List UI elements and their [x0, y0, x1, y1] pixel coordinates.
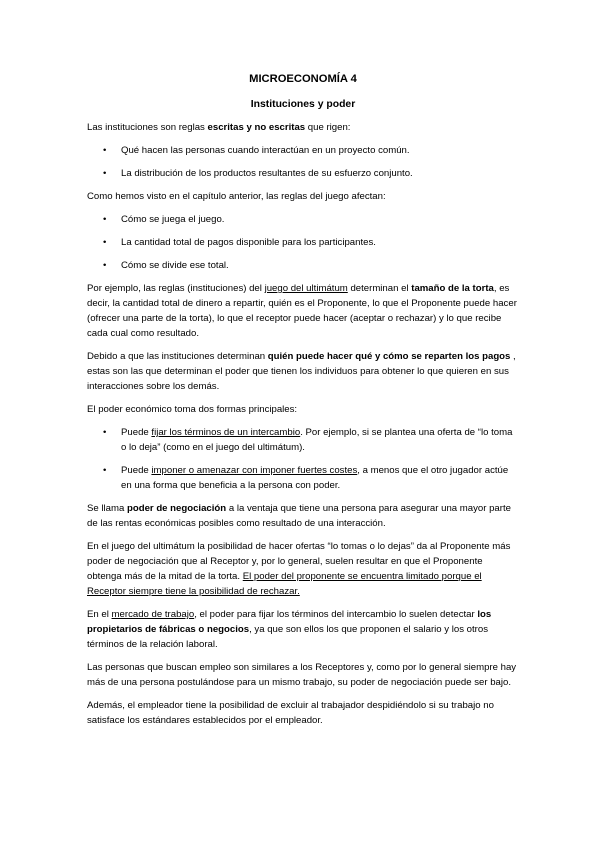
list-item — [87, 258, 519, 273]
list-item-text: Qué hacen las personas cuando interactúan en un proyecto común. — [121, 145, 410, 156]
text-segment: Puede — [121, 465, 152, 476]
list-item-text: Cómo se divide ese total. — [121, 260, 229, 271]
paragraph-mercado-trabajo — [87, 607, 519, 652]
text-segment: Se llama — [87, 503, 127, 514]
bullet-list-afectan — [87, 212, 519, 273]
text-segment: determinan el — [347, 283, 412, 294]
text-segment: , estas son las que determinan el poder que tienen los individuos para obtener lo que quieren en sus interacciones sobre los demás. — [87, 351, 516, 392]
bold-text: quién puede hacer qué y cómo se reparten los pagos — [267, 351, 511, 362]
text-segment: Debido a que las instituciones determinan — [87, 351, 268, 362]
list-item — [87, 425, 519, 455]
list-item-text: La cantidad total de pagos disponible para los participantes. — [121, 237, 376, 248]
list-item-text: La distribución de los productos resultantes de su esfuerzo conjunto. — [121, 168, 413, 179]
list-item — [87, 235, 519, 250]
list-item — [87, 143, 519, 158]
page-title: MICROECONOMÍA 4 — [249, 73, 357, 85]
paragraph-juego-ultimatum — [87, 539, 519, 599]
paragraph-buscan-empleo: Las personas que buscan empleo son similares a los Receptores y, como por lo general siempre hay más de una persona postulándose para un mismo trabajo, su poder de negociación puede ser bajo. — [87, 662, 517, 688]
underlined-text: mercado de trabajo — [111, 609, 195, 620]
underlined-text: El poder del proponente se encuentra limitado porque el Receptor siempre tiene la posibilidad de rechazar. — [87, 571, 482, 597]
list-item — [87, 463, 519, 493]
bullet-icon: • — [103, 427, 107, 438]
bullet-icon: • — [103, 168, 107, 179]
bullet-icon: • — [103, 145, 107, 156]
paragraph-ejemplo-ultimatum — [87, 281, 519, 341]
text-segment: , es decir, la cantidad total de dinero a repartir, quién es el Proponente, lo que el Proponente puede hacer (ofrecer una parte de la torta), lo que el receptor puede hacer (aceptar o rechazar) y lo que recibe cada cual como resultado. — [87, 283, 517, 339]
text-segment: Por ejemplo, las reglas (instituciones) del — [87, 283, 265, 294]
bold-text: tamaño de la torta — [411, 283, 494, 294]
underlined-text: juego del ultimátum — [264, 283, 348, 294]
text-segment: Puede — [121, 427, 152, 438]
text-segment: , el poder para fijar los términos del intercambio lo suelen detectar — [194, 609, 478, 620]
text-segment: En el — [87, 609, 112, 620]
paragraph-pagos — [87, 349, 519, 394]
text-segment: . Por ejemplo, si se plantea una oferta de “lo toma o lo deja” (como en el juego del ultimátum). — [121, 427, 513, 453]
paragraph-poder-negociacion — [87, 501, 519, 531]
text-segment: , ya que son ellos los que proponen el salario y los otros términos de la relación laboral. — [87, 624, 488, 650]
text-segment: que rigen: — [305, 122, 351, 133]
bullet-list-rigen — [87, 143, 519, 181]
bold-text: escritas y no escritas — [207, 122, 306, 133]
bullet-icon: • — [103, 465, 107, 476]
bold-text: los propietarios de fábricas o negocios — [87, 609, 492, 635]
page-subtitle: Instituciones y poder — [250, 99, 356, 110]
text-segment: , a menos que el otro jugador actúe en una forma que beneficia a la persona con poder. — [121, 465, 509, 491]
underlined-text: fijar los términos de un intercambio — [151, 427, 301, 438]
list-item-text: Cómo se juega el juego. — [121, 214, 225, 225]
list-item — [87, 212, 519, 227]
paragraph-empleador: Además, el empleador tiene la posibilidad de excluir al trabajador despidiéndolo si su trabajo no satisface los estándares establecidos por el empleador. — [87, 700, 494, 726]
paragraph-poder-economico: El poder económico toma dos formas principales: — [87, 404, 298, 415]
underlined-text: imponer o amenazar con imponer fuertes costes — [151, 465, 358, 476]
bullet-icon: • — [103, 260, 107, 271]
text-segment: En el juego del ultimátum la posibilidad de hacer ofertas “lo tomas o lo dejas” da al Proponente más poder de negociación que al Receptor y, por lo general, suelen resultar en que el Proponente obtenga más de la mitad de la torta. — [87, 541, 511, 582]
bullet-icon: • — [103, 237, 107, 248]
text-segment: a la ventaja que tiene una persona para asegurar una mayor parte de las rentas económicas posibles como resultado de una interacción. — [87, 503, 511, 529]
list-item — [87, 166, 519, 181]
paragraph-reglas-juego: Como hemos visto en el capítulo anterior, las reglas del juego afectan: — [87, 191, 386, 202]
paragraph-instituciones — [87, 120, 519, 135]
text-segment: Las instituciones son reglas — [87, 122, 208, 133]
bullet-list-formas-poder — [87, 425, 519, 493]
bold-text: poder de negociación — [127, 503, 227, 514]
bullet-icon: • — [103, 214, 107, 225]
document-content — [87, 72, 519, 736]
